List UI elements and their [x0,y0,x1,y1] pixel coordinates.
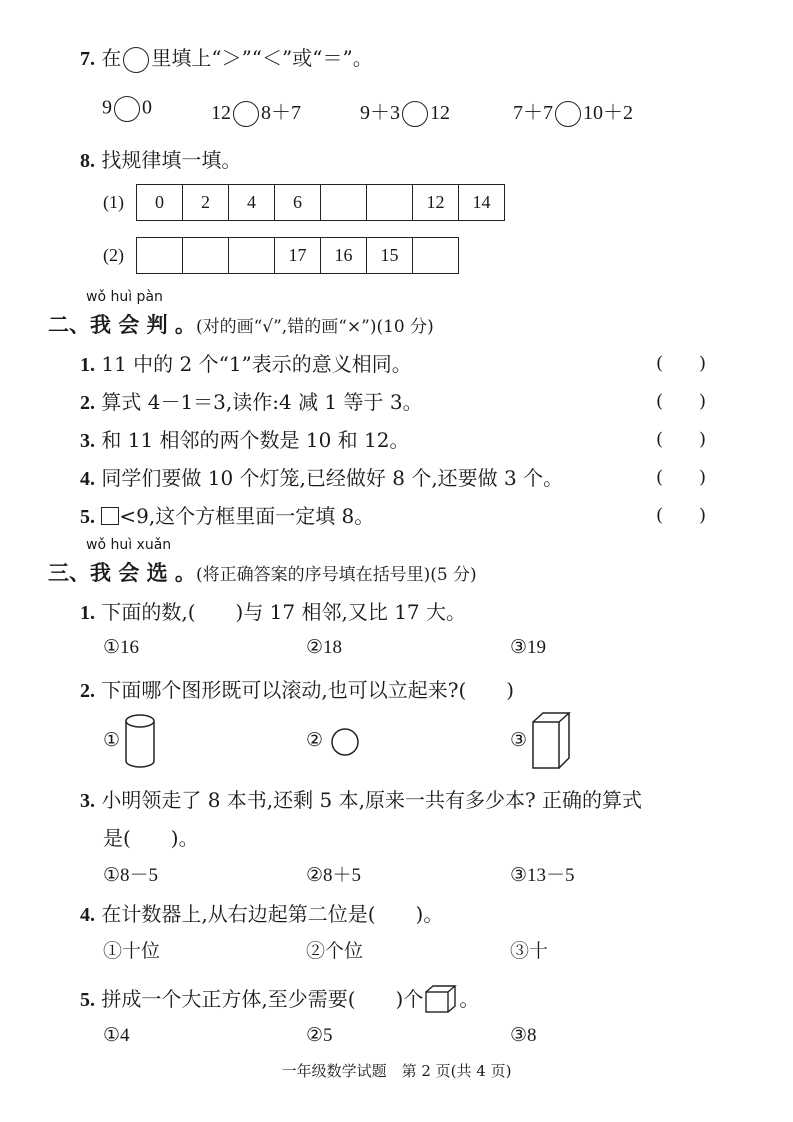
item-number: 2. [80,680,95,702]
judge-item-5 [80,500,374,529]
page-footer: 一年级数学试题 第 2 页(共 4 页) [281,1062,512,1080]
option-2[interactable]: ②5 [306,1025,333,1046]
sequence-cell: 2 [183,185,229,221]
item-number: 4. [80,904,95,926]
option-2[interactable]: ② [306,730,324,751]
sequence-cell: 15 [367,238,413,274]
item-text: 11 中的 2 个“1”表示的意义相同。 [101,352,412,376]
section2-heading [48,309,434,339]
q7-item-right: 0 [142,96,152,119]
blank-circle-icon [123,47,149,73]
q7-item-3 [360,96,450,127]
option-2[interactable]: ②18 [306,637,343,658]
answer-circle[interactable] [555,101,581,127]
answer-circle[interactable] [233,101,259,127]
answer-circle[interactable] [402,101,428,127]
option-1[interactable]: ① [103,730,121,751]
q7-item-2 [211,96,301,127]
item-number: 2. [80,392,95,414]
item-text: 小明领走了 8 本书,还剩 5 本,原来一共有多少本? 正确的算式 [101,788,643,812]
sequence-cell: 16 [321,238,367,274]
choice-q5 [80,983,479,1014]
choice-q2 [80,674,514,703]
section2-note: (对的画“√”,错的画“×”)(10 分) [195,317,434,337]
section3-heading [48,557,477,587]
sequence-blank-cell[interactable] [413,238,459,274]
item-number: 3. [80,430,95,452]
item-text: 在计数器上,从右边起第二位是( )。 [101,902,444,926]
sequence-blank-cell[interactable] [321,185,367,221]
sequence-cell: 6 [275,185,321,221]
item-text: <9,这个方框里面一定填 8。 [119,504,375,528]
item-text: 算式 4－1＝3,读作:4 减 1 等于 3。 [101,390,423,414]
option-3[interactable]: ③ [510,730,528,751]
judge-item-4 [80,462,563,491]
q8-row2-sequence [136,237,459,274]
sequence-cell: 17 [275,238,321,274]
option-2[interactable]: ②个位 [306,941,364,962]
q7-item-right: 8＋7 [261,102,301,124]
q8-text: 找规律填一填。 [101,148,242,172]
sequence-cell: 14 [459,185,505,221]
q7-item-left: 9 [102,96,112,119]
item-text: 拼成一个大正方体,至少需要( )个 [101,987,424,1011]
small-cube-icon [423,984,459,1014]
answer-parentheses[interactable]: ( ) [656,505,707,526]
judge-item-2 [80,386,423,415]
q7-prompt [80,42,373,73]
option-1[interactable]: ①4 [103,1025,130,1046]
q7-item-right: 10＋2 [583,102,633,124]
option-1[interactable]: ①十位 [103,941,161,962]
option-3[interactable]: ③13－5 [510,865,575,886]
option-2[interactable]: ②8＋5 [306,865,362,886]
item-text-end: 。 [459,987,480,1011]
sequence-blank-cell[interactable] [229,238,275,274]
section2-title: 二、我 会 判 。 [48,312,196,337]
item-text: 下面的数,( )与 17 相邻,又比 17 大。 [101,600,467,624]
option-3[interactable]: ③19 [510,637,547,658]
answer-parentheses[interactable]: ( ) [656,467,707,488]
sequence-cell: 4 [229,185,275,221]
choice-q3 [80,784,642,813]
sequence-cell: 12 [413,185,459,221]
cylinder-icon [122,712,158,770]
item-number: 3. [80,790,95,812]
item-number: 1. [80,354,95,376]
sequence-cell: 0 [137,185,183,221]
section3-title: 三、我 会 选 。 [48,560,196,585]
option-1[interactable]: ①8－5 [103,865,159,886]
section3-note: (将正确答案的序号填在括号里)(5 分) [195,565,477,585]
item-number: 5. [80,506,95,528]
choice-q1 [80,596,466,625]
item-text: 和 11 相邻的两个数是 10 和 12。 [101,428,410,452]
q8-prompt [80,144,241,173]
sequence-blank-cell[interactable] [137,238,183,274]
choice-q4 [80,898,443,927]
item-number: 4. [80,468,95,490]
cuboid-icon [530,710,574,772]
q7-number: 7. [80,48,95,70]
item-number: 1. [80,602,95,624]
q7-text-a: 在 [101,46,122,70]
q7-item-right: 12 [430,102,450,124]
item-text: 下面哪个图形既可以滚动,也可以立起来?( ) [101,678,515,702]
blank-square-icon [101,507,119,525]
sequence-blank-cell[interactable] [367,185,413,221]
q8-number: 8. [80,150,95,172]
q7-item-left: 9＋3 [360,102,400,124]
judge-item-3 [80,424,410,453]
q8-row1-sequence [136,184,505,221]
option-3[interactable]: ③8 [510,1025,537,1046]
q7-item-left: 12 [211,102,231,124]
option-3[interactable]: ③十 [510,941,549,962]
answer-parentheses[interactable]: ( ) [656,429,707,450]
q7-item-4 [513,96,633,127]
sequence-blank-cell[interactable] [183,238,229,274]
q8-row2-label: (2) [103,245,124,265]
q7-item-1 [102,96,152,122]
section3-pinyin: wǒ huì xuǎn [86,537,172,553]
answer-parentheses[interactable]: ( ) [656,353,707,374]
q7-text-b: 里填上“＞”“＜”或“＝”。 [151,46,373,70]
judge-item-1 [80,348,412,377]
section2-pinyin: wǒ huì pàn [86,289,163,305]
item-number: 5. [80,989,95,1011]
sphere-icon [328,727,364,757]
choice-q3-line2: 是( )。 [103,826,199,850]
q7-item-left: 7＋7 [513,102,553,124]
q8-row1-label: (1) [103,192,124,212]
answer-parentheses[interactable]: ( ) [656,391,707,412]
answer-circle[interactable] [114,96,140,122]
option-1[interactable]: ①16 [103,637,140,658]
item-text: 同学们要做 10 个灯笼,已经做好 8 个,还要做 3 个。 [101,466,564,490]
